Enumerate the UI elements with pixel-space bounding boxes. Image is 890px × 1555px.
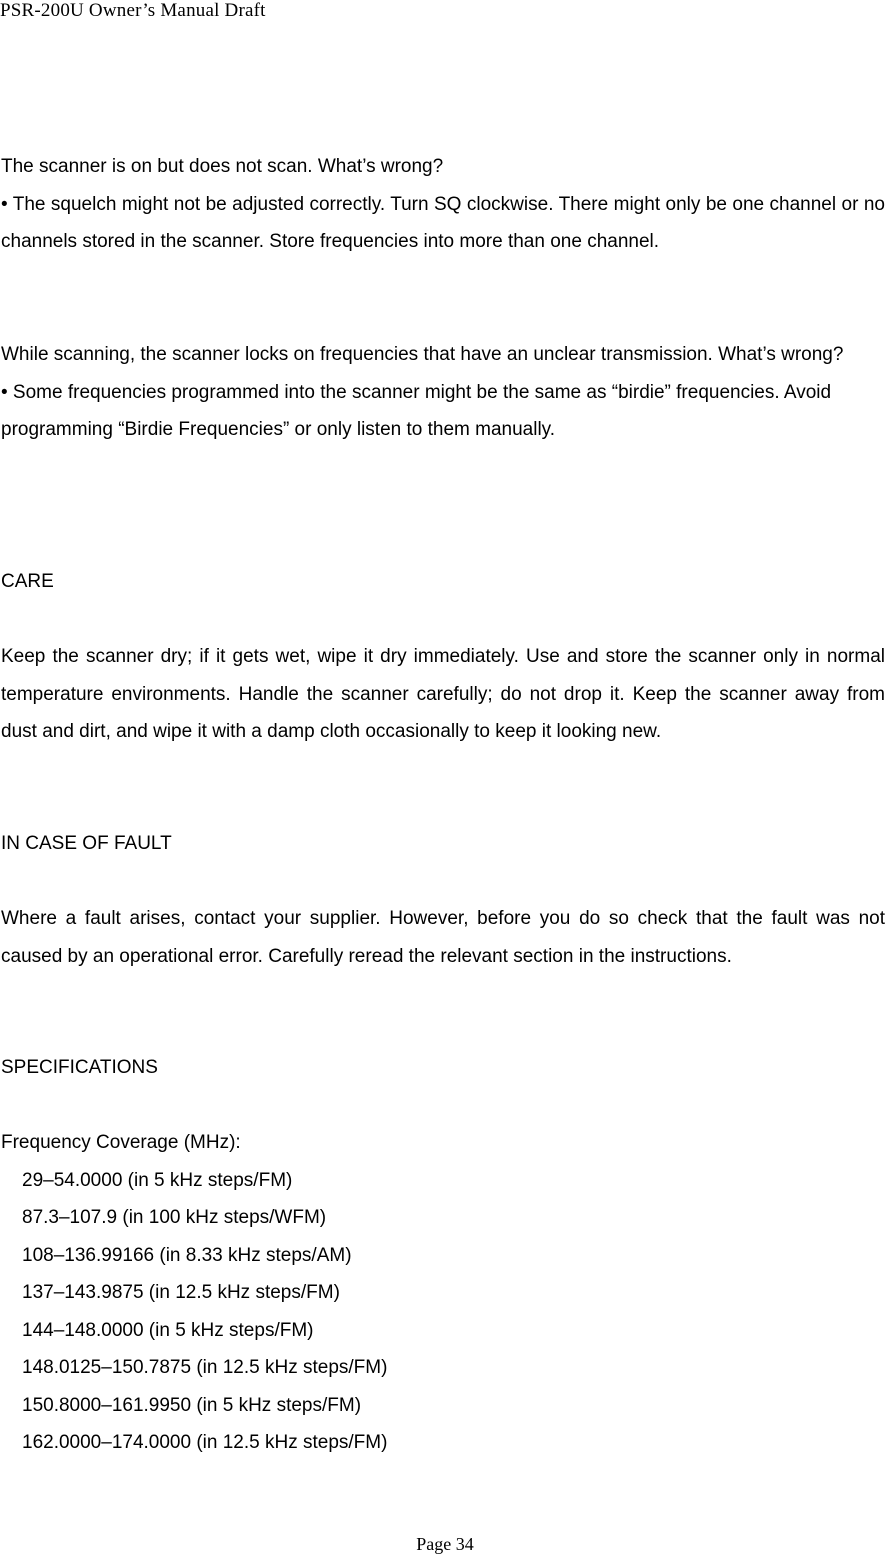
troubleshooting-item-1: [1, 148, 885, 261]
troubleshooting-answer-1: • The squelch might not be adjusted correctly. Turn SQ clockwise. There might only be one channel or no channels stored in the scanner. Store frequencies into more than one channel.: [1, 193, 885, 252]
care-section: [1, 638, 885, 751]
fault-heading: IN CASE OF FAULT: [1, 833, 172, 854]
care-text: Keep the scanner dry; if it gets wet, wipe it dry immediately. Use and store the scanner only in normal temperature environments. Handle the scanner carefully; do not drop it. Keep the scanner away from dust and dirt, and wipe it with a damp cloth occasionally to keep it looking new.: [1, 646, 885, 742]
care-heading: CARE: [1, 571, 54, 592]
frequency-range-item: 148.0125–150.7875 (in 12.5 kHz steps/FM): [22, 1357, 388, 1378]
troubleshooting-answer-2: • Some frequencies programmed into the scanner might be the same as “birdie” frequencies. Avoid programming “Birdie Frequencies” or only listen to them manually.: [1, 381, 832, 440]
frequency-range-item: 162.0000–174.0000 (in 12.5 kHz steps/FM): [22, 1432, 388, 1453]
specifications-heading: SPECIFICATIONS: [1, 1057, 158, 1078]
troubleshooting-question-1: The scanner is on but does not scan. What’s wrong?: [1, 156, 444, 177]
frequency-range-item: 137–143.9875 (in 12.5 kHz steps/FM): [22, 1282, 340, 1303]
page-number: Page 34: [416, 1534, 474, 1554]
fault-section: [1, 900, 885, 975]
frequency-coverage-label: Frequency Coverage (MHz):: [1, 1132, 241, 1153]
frequency-range-item: 87.3–107.9 (in 100 kHz steps/WFM): [22, 1207, 327, 1228]
frequency-range-item: 29–54.0000 (in 5 kHz steps/FM): [22, 1170, 293, 1191]
troubleshooting-item-2: [1, 336, 885, 449]
frequency-range-item: 150.8000–161.9950 (in 5 kHz steps/FM): [22, 1395, 362, 1416]
fault-text: Where a fault arises, contact your supplier. However, before you do so check that the fault was not caused by an operational error. Carefully reread the relevant section in the instructions.: [1, 908, 885, 967]
frequency-range-item: 144–148.0000 (in 5 kHz steps/FM): [22, 1320, 314, 1341]
document-header: PSR-200U Owner’s Manual Draft: [0, 0, 266, 21]
frequency-range-item: 108–136.99166 (in 8.33 kHz steps/AM): [22, 1245, 352, 1266]
troubleshooting-question-2: While scanning, the scanner locks on frequencies that have an unclear transmission. What’s wrong?: [1, 344, 844, 365]
